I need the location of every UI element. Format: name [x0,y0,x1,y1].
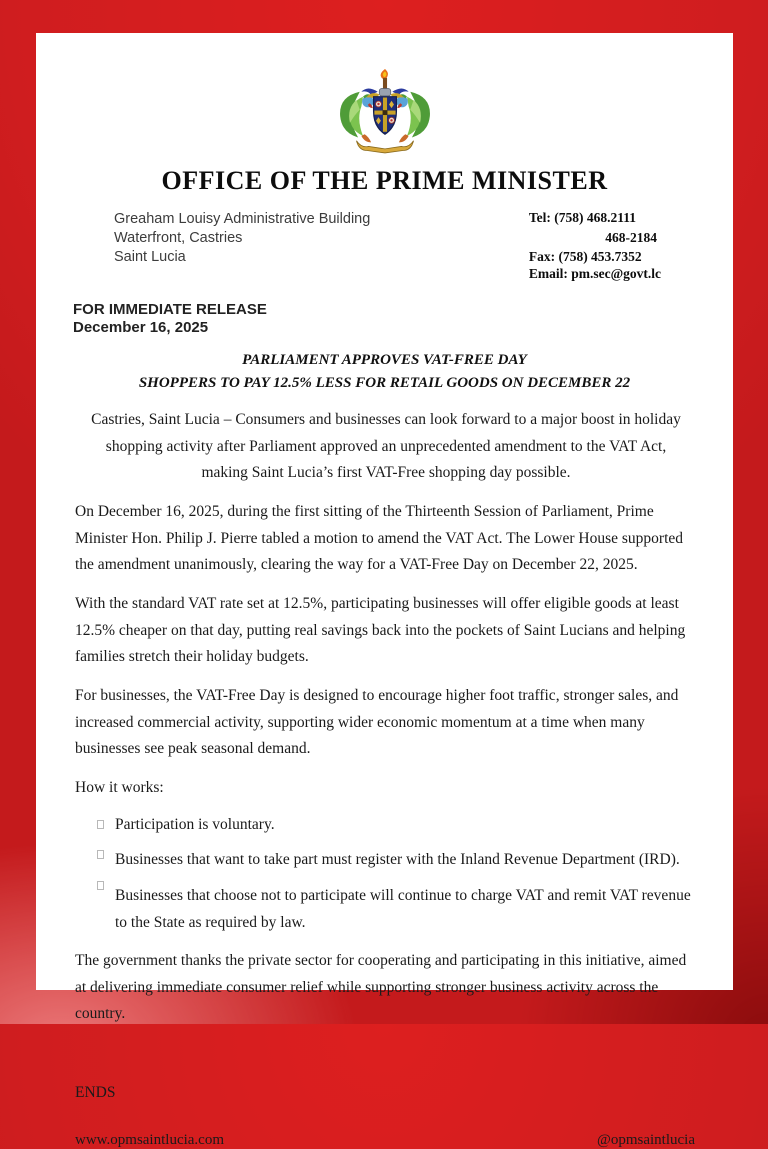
address-line: Waterfront, Castries [114,230,243,247]
bullet-list [75,812,697,937]
contact-block [529,210,661,283]
ends-label: ENDS [75,1084,116,1102]
press-release-page [36,33,733,1149]
list-item [97,883,697,936]
how-it-works-label: How it works: [75,778,164,796]
bullet-square-icon [97,850,104,859]
fax-line: Fax: (758) 453.7352 [528,248,642,264]
body-paragraph: For businesses, the VAT-Free Day is designed to encourage higher foot traffic, stronger sales, and increased commercial activity, supporting wider economic momentum at a time when many businesses see peak seasonal demand. [75,686,679,758]
headline-line-2: SHOPPERS TO PAY 12.5% LESS FOR RETAIL GOODS ON DECEMBER 22 [138,374,631,391]
tel-line-2: 468-2184 [605,229,657,245]
body-paragraph: With the standard VAT rate set at 12.5%, participating businesses will offer eligible goods at least 12.5% cheaper on that day, putting real savings back into the pockets of Saint Lucians and helping families stretch their holiday budgets. [75,594,686,666]
office-address [114,210,370,283]
website-link[interactable]: www.opmsaintlucia.com [75,1132,224,1149]
release-date: December 16, 2025 [73,318,209,336]
tel-line: Tel: (758) 468.2111 [528,210,636,225]
saint-lucia-coat-of-arms-icon [332,67,438,159]
bullet-text: Participation is voluntary. [115,815,275,833]
bullet-square-icon [97,820,104,829]
closing-paragraph: The government thanks the private sector for cooperating and participating in this initiative, aimed at delivering immediate consumer relief while supporting stronger business activity across the country. [75,952,687,1023]
body-paragraph: On December 16, 2025, during the first sitting of the Thirteenth Session of Parliament, Prime Minister Hon. Philip J. Pierre tabled a motion to amend the VAT Act. The Lower House supported the amendment unanimously, clearing the way for a VAT-Free Day on December 22, 2025. [75,502,684,574]
lead-paragraph: Castries, Saint Lucia – Consumers and businesses can look forward to a major boost in holiday shopping activity after Parliament approved an unprecedented amendment to the VAT Act, making Saint Lucia’s first VAT-Free shopping day possible. [91,411,681,482]
address-line: Saint Lucia [114,249,186,266]
release-tag: FOR IMMEDIATE RELEASE [73,300,267,318]
footer [36,1132,733,1149]
address-line: Greaham Louisy Administrative Building [114,211,371,227]
social-handle-link[interactable]: @opmsaintlucia [597,1132,695,1149]
list-item [97,847,697,874]
bullet-square-icon [97,881,104,890]
list-item [97,812,697,839]
bullet-text: Businesses that choose not to participate will continue to charge VAT and remit VAT revenue to the State as required by law. [115,886,691,931]
email-line: Email: pm.sec@govt.lc [528,265,661,281]
headline [36,349,733,396]
letterhead [36,33,733,196]
org-name: OFFICE OF THE PRIME MINISTER [161,166,608,195]
bullet-text: Businesses that want to take part must register with the Inland Revenue Department (IRD). [115,851,680,869]
headline-line-1: PARLIAMENT APPROVES VAT-FREE DAY [242,351,527,368]
